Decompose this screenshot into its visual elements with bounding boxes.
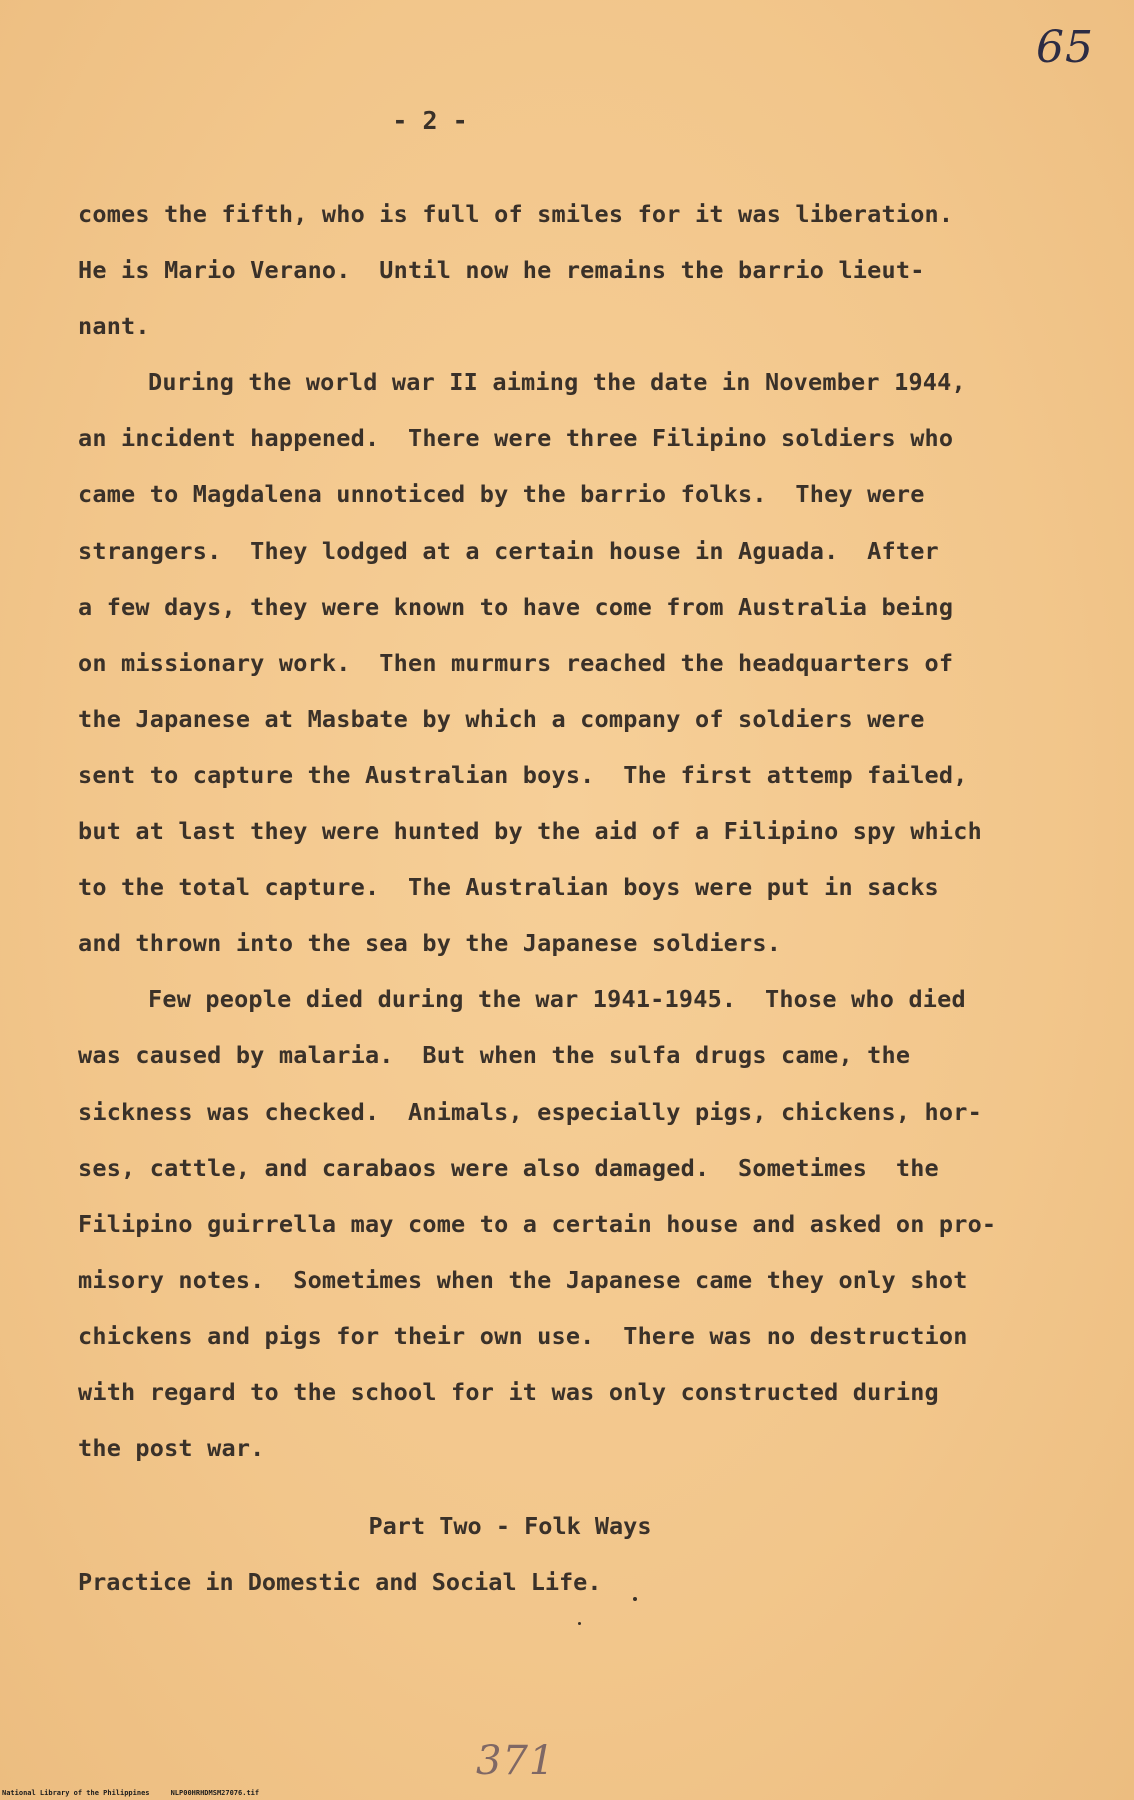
text-line: sent to capture the Australian boys. The first attemp failed, (78, 760, 968, 789)
text-line: but at last they were hunted by the aid of a Filipino spy which (78, 817, 982, 846)
footer-institution: National Library of the Philippines (2, 1789, 150, 1797)
text-line: on missionary work. Then murmurs reached the headquarters of (78, 648, 954, 677)
text-line: an incident happened. There were three Filipino soldiers who (78, 424, 954, 453)
text-line: and thrown into the sea by the Japanese soldiers. (78, 929, 782, 958)
footer-caption (2, 1789, 259, 1797)
text-line: Few people died during the war 1941-1945. Those who died (148, 985, 966, 1014)
text-line: ses, cattle, and carabaos were also damaged. Sometimes the (78, 1153, 939, 1182)
text-line: He is Mario Verano. Until now he remains the barrio lieut- (78, 256, 925, 285)
ink-speck (578, 1622, 581, 1625)
text-line: sickness was checked. Animals, especially pigs, chickens, hor- (78, 1097, 982, 1126)
text-line: to the total capture. The Australian boys were put in sacks (78, 873, 939, 902)
text-line: the Japanese at Masbate by which a company of soldiers were (78, 704, 925, 733)
text-line: nant. (78, 312, 150, 341)
subheading: Practice in Domestic and Social Life. (78, 1568, 602, 1596)
footer-file-name: NLP00HRHDMSM27076.tif (170, 1789, 260, 1797)
text-line: strangers. They lodged at a certain house in Aguada. After (78, 536, 939, 565)
ink-speck (633, 1597, 637, 1601)
page-number: - 2 - (392, 106, 468, 135)
text-line: chickens and pigs for their own use. There was no destruction (78, 1321, 968, 1350)
text-line: the post war. (78, 1434, 265, 1463)
text-line: came to Magdalena unnoticed by the barrio folks. They were (78, 480, 925, 509)
text-line: was caused by malaria. But when the sulfa drugs came, the (78, 1041, 911, 1070)
body-text (78, 186, 1008, 1476)
text-line: During the world war II aiming the date in November 1944, (148, 368, 966, 397)
text-line: with regard to the school for it was only constructed during (78, 1377, 939, 1406)
handwritten-folio-number: 65 (1036, 22, 1094, 73)
section-heading: Part Two - Folk Ways (368, 1512, 652, 1540)
handwritten-archive-number: 371 (476, 1738, 556, 1784)
text-line: comes the fifth, who is full of smiles for it was liberation. (78, 200, 954, 228)
text-line: Filipino guirrella may come to a certain house and asked on pro- (78, 1209, 997, 1238)
text-line: misory notes. Sometimes when the Japanese came they only shot (78, 1265, 968, 1294)
text-line: a few days, they were known to have come from Australia being (78, 592, 954, 621)
